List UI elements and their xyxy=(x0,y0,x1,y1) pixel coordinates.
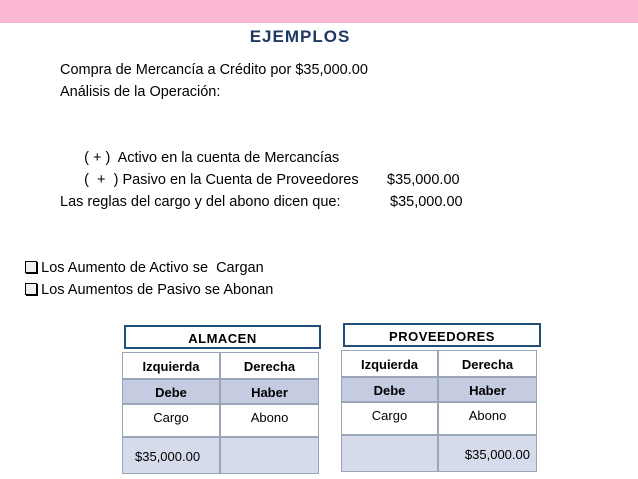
left-amount-cell xyxy=(341,435,438,472)
body-text xyxy=(41,59,463,298)
right-amount-cell xyxy=(220,437,319,474)
debe-cell: Debe xyxy=(122,379,220,404)
spacer xyxy=(60,103,368,125)
bullet-1-text: Los Aumento de Activo se Cargan xyxy=(41,260,264,276)
spacer xyxy=(60,213,368,235)
abono-cell: Abono xyxy=(220,404,319,437)
bullet-item-2 xyxy=(0,257,309,298)
debe-haber-row xyxy=(341,377,541,402)
haber-cell: Haber xyxy=(220,379,319,404)
top-band xyxy=(0,0,638,23)
abono-cell: Abono xyxy=(438,402,537,435)
right-amount-cell: $35,000.00 xyxy=(438,435,537,472)
line-asset-label: ( + ) Activo en la cuenta de Mercancías xyxy=(84,150,340,166)
slide-title: EJEMPLOS xyxy=(249,27,351,46)
header-row xyxy=(122,352,321,379)
header-row xyxy=(341,350,541,377)
bullet-item-1 xyxy=(0,235,309,276)
cargo-abono-row xyxy=(122,404,321,437)
right-header: Derecha xyxy=(438,350,537,377)
left-header: Izquierda xyxy=(341,350,438,377)
line-purchase: Compra de Mercancía a Crédito por $35,000.00 xyxy=(60,62,368,78)
checkbox-bullet-icon xyxy=(25,283,37,295)
left-amount-cell: $35,000.00 xyxy=(122,437,220,474)
line-rules: Las reglas del cargo y del abono dicen que: xyxy=(60,194,341,210)
amount-row xyxy=(341,435,541,472)
line-asset-amount: $35,000.00 xyxy=(387,172,460,188)
line-liability-label: ( + ) Pasivo en la Cuenta de Proveedores xyxy=(84,172,359,188)
debe-haber-row xyxy=(122,379,321,404)
haber-cell: Haber xyxy=(438,377,537,402)
bullet-2-text: Los Aumentos de Pasivo se Abonan xyxy=(41,282,274,298)
account-title: PROVEEDORES xyxy=(343,323,541,347)
line-analysis: Análisis de la Operación: xyxy=(60,84,221,100)
account-almacen xyxy=(122,325,321,474)
cargo-cell: Cargo xyxy=(122,404,220,437)
account-title: ALMACEN xyxy=(124,325,321,349)
left-header: Izquierda xyxy=(122,352,220,379)
right-header: Derecha xyxy=(220,352,319,379)
cargo-abono-row xyxy=(341,402,541,435)
account-proveedores xyxy=(341,323,541,472)
amount-row xyxy=(122,437,321,474)
cargo-cell: Cargo xyxy=(341,402,438,435)
line-liability-amount: $35,000.00 xyxy=(390,194,463,210)
debe-cell: Debe xyxy=(341,377,438,402)
